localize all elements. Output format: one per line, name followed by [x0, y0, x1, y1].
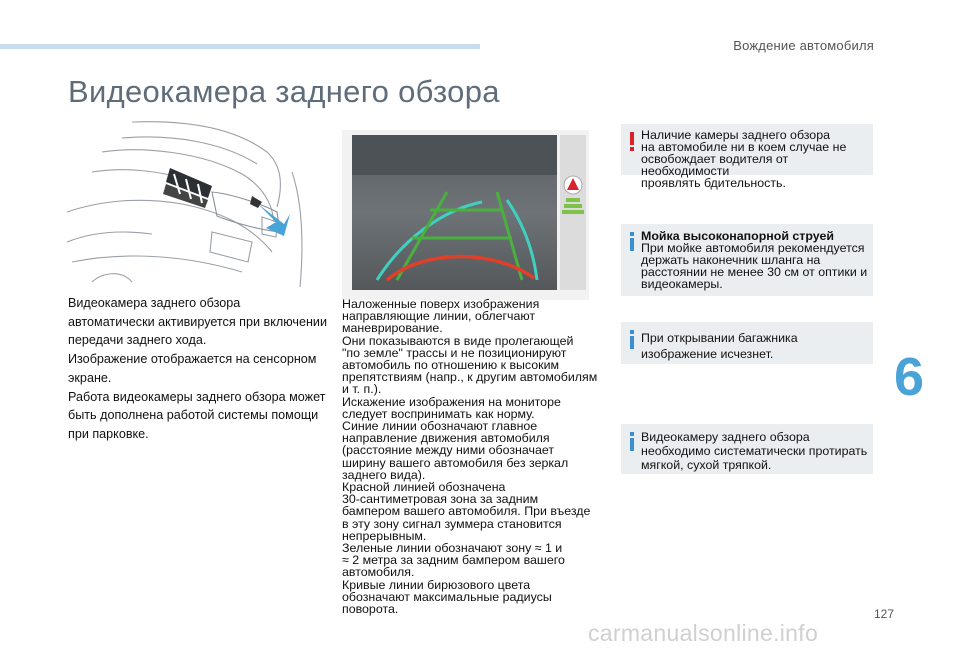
wash-note-text: При мойке автомобиля рекомендуется держать наконечник шланга на расстоянии не менее 30 см от оптики и видеокамеры. [641, 241, 868, 291]
watermark: carmanualsonline.info [588, 620, 819, 646]
section-label: Вождение автомобиля [733, 38, 874, 53]
chapter-number: 6 [894, 347, 925, 407]
high-pressure-wash-note [621, 224, 873, 296]
trunk-note-text: При открывании багажника изображение исчезнет. [641, 331, 798, 361]
info-icon [626, 430, 638, 452]
intro-text: Видеокамера заднего обзора автоматически активируется при включении передачи заднего хода. Изображение отображается на сенсорном экране. Работа видеокамеры заднего обзора может быть дополнена работой системы помощи при парковке. [68, 296, 327, 441]
cleaning-note [621, 424, 873, 474]
line-colors-text: Синие линии обозначают главное направление движения автомобиля (расстояние между ними обозначает ширину вашего автомобиля без зеркал заднего вида). Красной линией обозначена 30-сантиметровая зона за задним бампером вашего автомобиля. При въезде в эту зону сигнал зуммера становится непрерывным. Зеленые линии обозначают зону ≈ 1 и ≈ 2 метра за задним бампером вашего автомобиля. Кривые линии бирюзового цвета обозначают максимальные радиусы поворота. [342, 419, 591, 617]
warning-note-text: Наличие камеры заднего обзора на автомобиле ни в коем случае не освобождает водителя от необходимости проявлять бдительность. [641, 128, 847, 190]
overlay-lines-text: Наложенные поверх изображения направляющие линии, облегчают маневрирование. Они показываются в виде пролегающей "по земле" трассы и не позиционируют автомобиль по отношению к высоким препятствиям (напр., к другим автомобилям и т. п.). Искажение изображения на мониторе следует воспринимать как норму. [342, 297, 598, 421]
warning-note [621, 124, 873, 190]
info-icon [626, 328, 638, 350]
trunk-note [621, 322, 873, 364]
exclamation-icon [626, 130, 638, 152]
page-number: 127 [874, 607, 895, 621]
camera-screen-image [342, 130, 589, 300]
cleaning-note-text: Видеокамеру заднего обзора необходимо систематически протирать мягкой, сухой тряпкой. [641, 430, 868, 472]
wash-note-title: Мойка высоконапорной струей [641, 229, 835, 243]
car-rear-illustration [62, 112, 312, 292]
info-icon [626, 230, 638, 252]
header-bar [0, 44, 480, 49]
page-title: Видеокамера заднего обзора [68, 74, 500, 109]
